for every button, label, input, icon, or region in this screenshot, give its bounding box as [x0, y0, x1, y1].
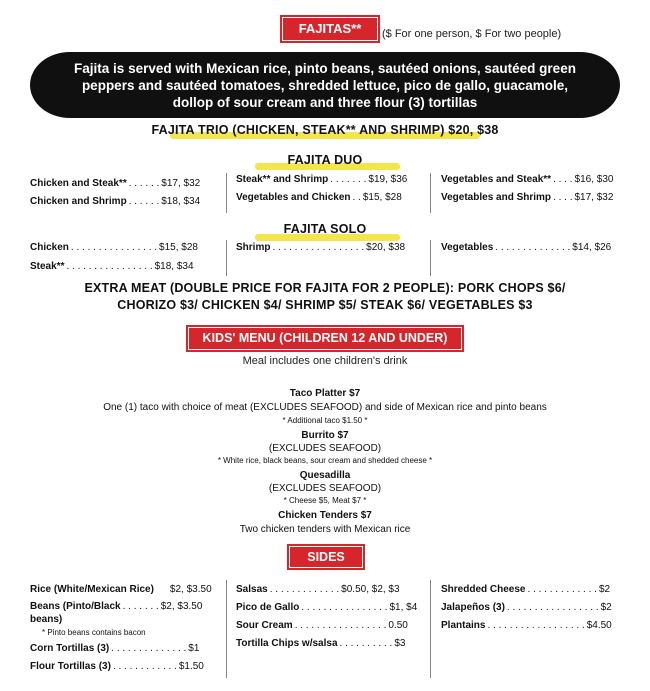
side-item: Pico de Gallo . . . . . . . . . . . . . . . . $1, $4 — [236, 602, 418, 613]
kids-item-desc: Two chicken tenders with Mexican rice — [239, 524, 411, 535]
solo-item: Steak** . . . . . . . . . . . . . . . . $18, $34 — [30, 261, 194, 272]
kids-item-note: * White rice, black beans, sour cream and shedded cheese * — [217, 456, 433, 465]
side-item: Plantains . . . . . . . . . . . . . . . . . . $4.50 — [441, 620, 612, 631]
duo-item: Chicken and Shrimp . . . . . . $18, $34 — [30, 196, 201, 207]
fajita-description: Fajita is served with Mexican rice, pinto beans, sautéed onions, sautéed green peppers and sautéed tomatoes, shredded lettuce, pico de gallo, guacamole, dollop of sour cream and three flour (3) tortillas — [30, 52, 620, 118]
kids-item-desc: One (1) taco with choice of meat (EXCLUDES SEAFOOD) and side of Mexican rice and pinto beans — [103, 402, 547, 413]
divider — [430, 173, 431, 213]
side-item: Rice (White/Mexican Rice) $2, $3.50 — [30, 584, 212, 595]
kids-item-title: Chicken Tenders $7 — [278, 510, 372, 521]
kids-item-title: Quesadilla — [299, 470, 351, 481]
duo-item: Steak** and Shrimp . . . . . . . $19, $36 — [236, 174, 408, 185]
divider — [226, 240, 227, 276]
fajita-solo-heading: FAJITA SOLO — [283, 222, 367, 236]
side-item: Salsas . . . . . . . . . . . . . $0.50, $2, $3 — [236, 584, 400, 595]
fajita-trio: FAJITA TRIO (CHICKEN, STEAK** AND SHRIMP) $20, $38 — [151, 123, 499, 137]
side-item: Flour Tortillas (3) . . . . . . . . . . . . $1.50 — [30, 661, 204, 672]
solo-item: Shrimp . . . . . . . . . . . . . . . . . $20, $38 — [236, 242, 406, 253]
side-item: Corn Tortillas (3) . . . . . . . . . . . . . . $1 — [30, 643, 200, 654]
kids-item-note: * Cheese $5, Meat $7 * — [283, 496, 367, 505]
duo-item: Chicken and Steak** . . . . . . $17, $32 — [30, 178, 201, 189]
solo-item: Chicken . . . . . . . . . . . . . . . . $15, $28 — [30, 242, 198, 253]
kids-note: Meal includes one children's drink — [242, 355, 408, 367]
duo-item: Vegetables and Chicken . . $15, $28 — [236, 192, 402, 203]
kids-item-note: * Additional taco $1.50 * — [282, 416, 368, 425]
side-item: Beans (Pinto/Black . . . . . . . $2, $3.50 — [30, 601, 203, 612]
duo-item: Vegetables and Shrimp . . . . $17, $32 — [441, 192, 614, 203]
side-item: beans) — [30, 614, 63, 625]
kids-item-title: Burrito $7 — [301, 430, 349, 441]
fajitas-price-note: ($ For one person, $ For two people) — [382, 28, 562, 40]
divider — [430, 580, 431, 678]
solo-item: Vegetables . . . . . . . . . . . . . . $14, $26 — [441, 242, 612, 253]
fajita-duo-heading: FAJITA DUO — [287, 153, 363, 167]
divider — [226, 173, 227, 213]
duo-item: Vegetables and Steak** . . . . $16, $30 — [441, 174, 614, 185]
extra-meat: EXTRA MEAT (DOUBLE PRICE FOR FAJITA FOR 2 PEOPLE): PORK CHOPS $6/ CHORIZO $3/ CHICKEN $4/ SHRIMP $5/ STEAK $6/ VEGETABLES $3 — [84, 281, 566, 312]
side-item: Shredded Cheese . . . . . . . . . . . . . $2 — [441, 584, 611, 595]
kids-item-desc: (EXCLUDES SEAFOOD) — [268, 443, 382, 454]
side-item: Jalapeños (3) . . . . . . . . . . . . . . . . . $2 — [441, 602, 612, 613]
kids-item-desc: (EXCLUDES SEAFOOD) — [268, 483, 382, 494]
divider — [430, 240, 431, 276]
fajitas-banner: FAJITAS** — [282, 17, 378, 41]
divider — [226, 580, 227, 678]
kids-item-title: Taco Platter $7 — [289, 388, 361, 399]
beans-note: * Pinto beans contains bacon — [42, 628, 146, 637]
kids-menu-banner: KIDS' MENU (CHILDREN 12 AND UNDER) — [188, 327, 462, 350]
side-item: Sour Cream . . . . . . . . . . . . . . . . . 0.50 — [236, 620, 408, 631]
side-item: Tortilla Chips w/salsa . . . . . . . . . . $3 — [236, 638, 406, 649]
sides-banner: SIDES — [289, 546, 363, 568]
